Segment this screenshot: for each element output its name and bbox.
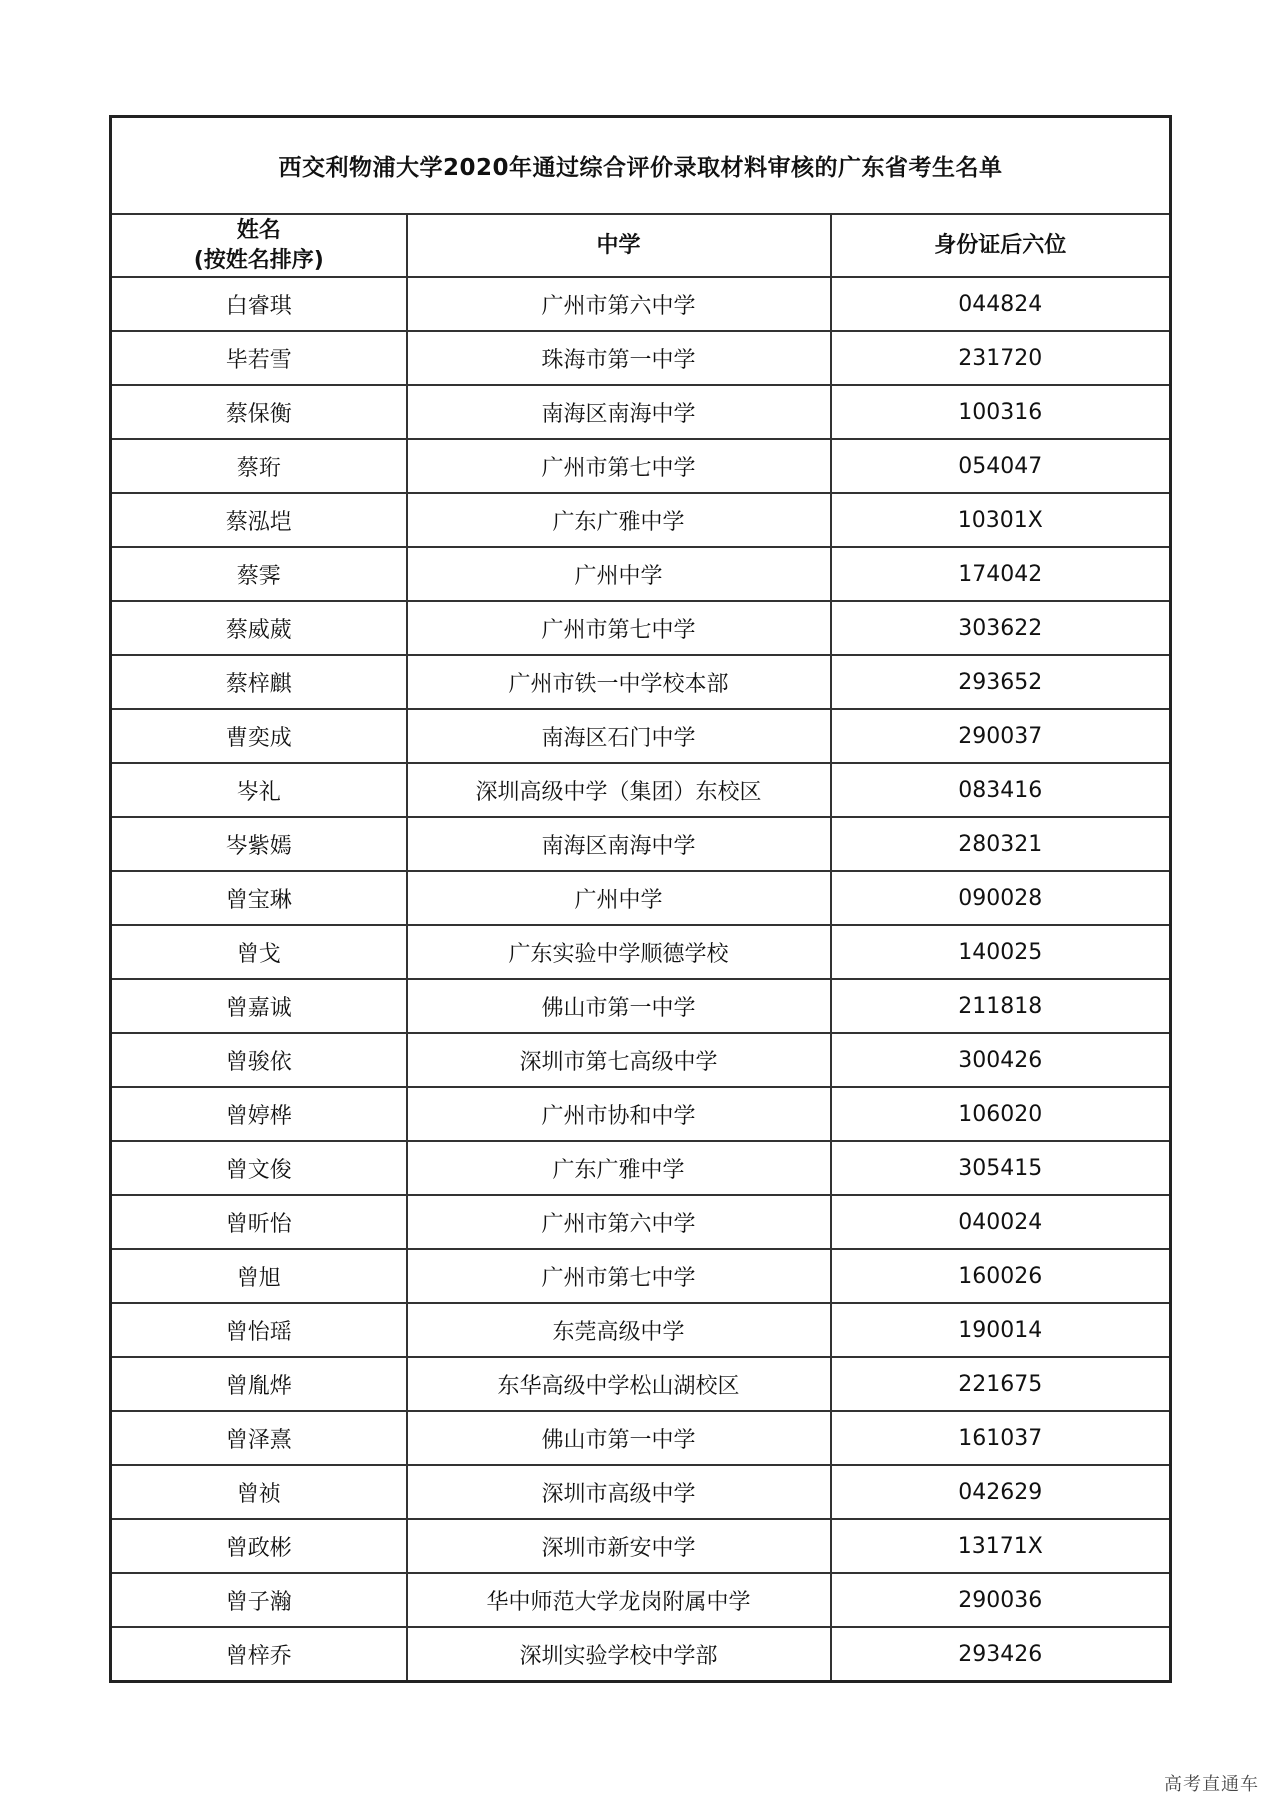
cell-school: 佛山市第一中学 [407,1411,831,1465]
cell-school: 广州市铁一中学校本部 [407,655,831,709]
cell-name: 曾婷桦 [111,1087,407,1141]
table-row [111,979,1171,1033]
cell-id: 106020 [831,1087,1171,1141]
cell-name: 蔡梓麒 [111,655,407,709]
table-row [111,1141,1171,1195]
cell-school: 珠海市第一中学 [407,331,831,385]
table-row [111,1573,1171,1627]
table-row [111,1627,1171,1682]
cell-school: 广州市协和中学 [407,1087,831,1141]
cell-id: 190014 [831,1303,1171,1357]
cell-school: 广州市第七中学 [407,1249,831,1303]
cell-id: 290037 [831,709,1171,763]
cell-school: 南海区南海中学 [407,385,831,439]
cell-name: 蔡威葳 [111,601,407,655]
cell-school: 深圳市新安中学 [407,1519,831,1573]
header-name-label: 姓名 [236,217,281,243]
header-name-note: (按姓名排序) [193,247,324,273]
cell-name: 蔡霁 [111,547,407,601]
cell-name: 曾戈 [111,925,407,979]
table-row [111,439,1171,493]
cell-name: 岑紫嫣 [111,817,407,871]
cell-name: 曾宝琳 [111,871,407,925]
cell-school: 深圳实验学校中学部 [407,1627,831,1682]
cell-name: 曾旭 [111,1249,407,1303]
header-school: 中学 [407,214,831,277]
cell-id: 040024 [831,1195,1171,1249]
cell-id: 090028 [831,871,1171,925]
cell-name: 岑礼 [111,763,407,817]
watermark: 高考直通车 [1164,1774,1259,1795]
cell-id: 042629 [831,1465,1171,1519]
cell-id: 140025 [831,925,1171,979]
cell-school: 南海区石门中学 [407,709,831,763]
cell-school: 华中师范大学龙岗附属中学 [407,1573,831,1627]
cell-id: 290036 [831,1573,1171,1627]
table-row [111,1519,1171,1573]
cell-id: 054047 [831,439,1171,493]
cell-name: 曾怡瑶 [111,1303,407,1357]
table-row [111,871,1171,925]
cell-school: 广州市第七中学 [407,439,831,493]
cell-school: 广东广雅中学 [407,1141,831,1195]
admission-list-table [109,115,1172,1683]
cell-id: 305415 [831,1141,1171,1195]
table-row [111,1465,1171,1519]
cell-id: 174042 [831,547,1171,601]
cell-school: 佛山市第一中学 [407,979,831,1033]
cell-school: 广州中学 [407,871,831,925]
table-row [111,1249,1171,1303]
table-row [111,1033,1171,1087]
table-row [111,601,1171,655]
cell-name: 蔡保衡 [111,385,407,439]
cell-id: 100316 [831,385,1171,439]
table-row [111,493,1171,547]
cell-school: 广州市第七中学 [407,601,831,655]
table-row [111,385,1171,439]
cell-id: 083416 [831,763,1171,817]
cell-name: 曾文俊 [111,1141,407,1195]
cell-id: 044824 [831,277,1171,331]
cell-name: 蔡泓垲 [111,493,407,547]
table-row [111,1087,1171,1141]
cell-school: 深圳市第七高级中学 [407,1033,831,1087]
table-row [111,655,1171,709]
table-row [111,547,1171,601]
cell-school: 广州市第六中学 [407,1195,831,1249]
cell-id: 231720 [831,331,1171,385]
cell-id: 300426 [831,1033,1171,1087]
cell-name: 曾梓乔 [111,1627,407,1682]
table-row [111,763,1171,817]
cell-school: 广州中学 [407,547,831,601]
cell-name: 白睿琪 [111,277,407,331]
table-row [111,709,1171,763]
cell-id: 221675 [831,1357,1171,1411]
cell-school: 东华高级中学松山湖校区 [407,1357,831,1411]
cell-id: 160026 [831,1249,1171,1303]
table-row [111,925,1171,979]
cell-id: 293652 [831,655,1171,709]
cell-school: 广州市第六中学 [407,277,831,331]
cell-school: 深圳高级中学（集团）东校区 [407,763,831,817]
table-row [111,277,1171,331]
cell-id: 10301X [831,493,1171,547]
cell-id: 280321 [831,817,1171,871]
cell-name: 曹奕成 [111,709,407,763]
cell-school: 南海区南海中学 [407,817,831,871]
cell-id: 161037 [831,1411,1171,1465]
cell-name: 曾胤烨 [111,1357,407,1411]
cell-name: 曾骏依 [111,1033,407,1087]
cell-id: 303622 [831,601,1171,655]
table-row [111,331,1171,385]
cell-name: 曾昕怡 [111,1195,407,1249]
cell-id: 13171X [831,1519,1171,1573]
header-name [111,214,407,277]
table-title-row [111,117,1171,215]
cell-name: 蔡珩 [111,439,407,493]
table-row [111,1195,1171,1249]
table-header-row [111,214,1171,277]
table-row [111,1357,1171,1411]
table-row [111,817,1171,871]
cell-name: 曾泽熹 [111,1411,407,1465]
cell-id: 211818 [831,979,1171,1033]
cell-name: 曾嘉诚 [111,979,407,1033]
header-id: 身份证后六位 [831,214,1171,277]
cell-school: 广东实验中学顺德学校 [407,925,831,979]
cell-name: 毕若雪 [111,331,407,385]
cell-school: 东莞高级中学 [407,1303,831,1357]
cell-name: 曾子瀚 [111,1573,407,1627]
cell-school: 广东广雅中学 [407,493,831,547]
cell-name: 曾祯 [111,1465,407,1519]
cell-school: 深圳市高级中学 [407,1465,831,1519]
table-title: 西交利物浦大学2020年通过综合评价录取材料审核的广东省考生名单 [111,117,1171,215]
cell-id: 293426 [831,1627,1171,1682]
table-row [111,1303,1171,1357]
table-row [111,1411,1171,1465]
cell-name: 曾政彬 [111,1519,407,1573]
